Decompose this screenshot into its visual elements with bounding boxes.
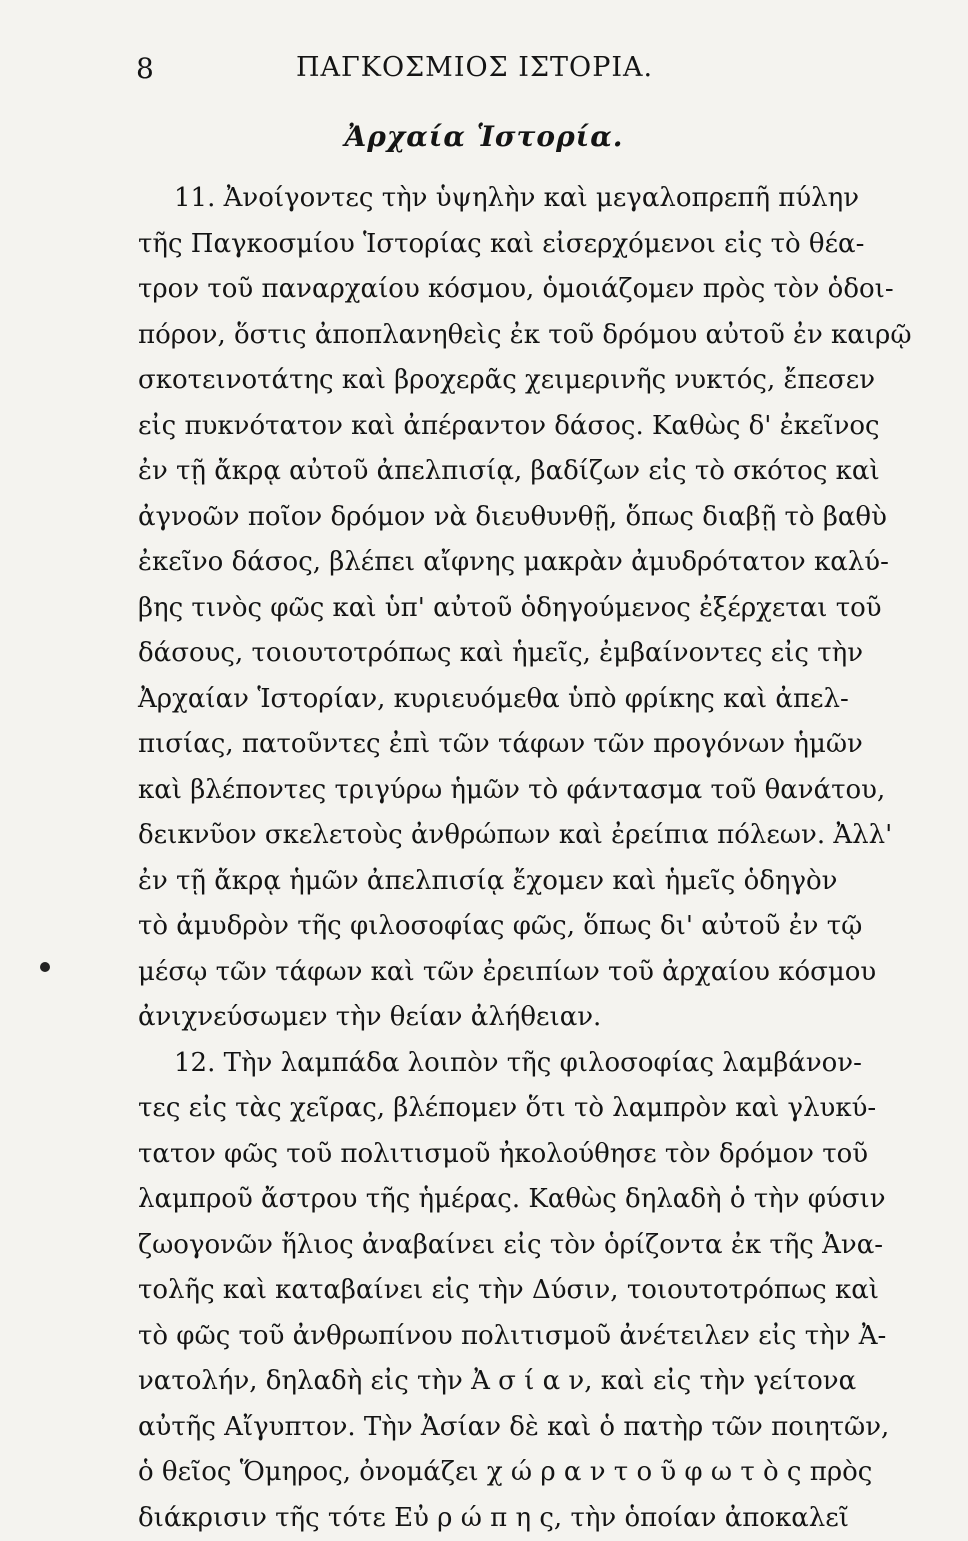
text-line: νατολήν, δηλαδὴ εἰς τὴν Ἀ σ ί α ν, καὶ εἰς τὴν γείτονα: [138, 1359, 824, 1405]
text-line: 11. Ἀνοίγοντες τὴν ὑψηλὴν καὶ μεγαλοπρεπῆ πύλην: [138, 176, 824, 222]
text-line: δεικνῦον σκελετοὺς ἀνθρώπων καὶ ἐρείπια πόλεων. Ἀλλ': [138, 813, 824, 859]
text-line: τες εἰς τὰς χεῖρας, βλέπομεν ὅτι τὸ λαμπρὸν καὶ γλυκύ-: [138, 1086, 824, 1132]
text-line: τατον φῶς τοῦ πολιτισμοῦ ἠκολούθησε τὸν δρόμον τοῦ: [138, 1132, 824, 1178]
text-line: πισίας, πατοῦντες ἐπὶ τῶν τάφων τῶν προγόνων ἡμῶν: [138, 722, 824, 768]
running-title: ΠΑΓΚΟΣΜΙΟΣ ΙΣΤΟΡΙΑ.: [296, 52, 653, 83]
text-line: ἐκεῖνο δάσος, βλέπει αἴφνης μακρὰν ἀμυδρότατον καλύ-: [138, 540, 824, 586]
text-line: βης τινὸς φῶς καὶ ὑπ' αὐτοῦ ὁδηγούμενος ἐξέρχεται τοῦ: [138, 586, 824, 632]
text-line: ἀνιχνεύσωμεν τὴν θείαν ἀλήθειαν.: [138, 995, 824, 1041]
text-line: ἐν τῇ ἄκρᾳ αὐτοῦ ἀπελπισίᾳ, βαδίζων εἰς τὸ σκότος καὶ: [138, 449, 824, 495]
page-header: [136, 52, 836, 92]
section-title: Ἀρχαία Ἱστορία.: [0, 120, 968, 153]
text-line: τῆς Παγκοσμίου Ἱστορίας καὶ εἰσερχόμενοι εἰς τὸ θέα-: [138, 222, 824, 268]
text-line: Ἀρχαίαν Ἱστορίαν, κυριευόμεθα ὑπὸ φρίκης καὶ ἀπελ-: [138, 677, 824, 723]
text-line: λαμπροῦ ἄστρου τῆς ἡμέρας. Καθὼς δηλαδὴ ὁ τὴν φύσιν: [138, 1177, 824, 1223]
text-line: τὸ φῶς τοῦ ἀνθρωπίνου πολιτισμοῦ ἀνέτειλεν εἰς τὴν Ἀ-: [138, 1314, 824, 1360]
text-line: εἰς πυκνότατον καὶ ἀπέραντον δάσος. Καθὼς δ' ἐκεῖνος: [138, 404, 824, 450]
text-line: ἐν τῇ ἄκρᾳ ἡμῶν ἀπελπισίᾳ ἔχομεν καὶ ἡμεῖς ὁδηγὸν: [138, 859, 824, 905]
text-line: διάκρισιν τῆς τότε Εὐ ρ ώ π η ς, τὴν ὁποίαν ἀποκαλεῖ: [138, 1496, 824, 1541]
text-line: ζωογονῶν ἥλιος ἀναβαίνει εἰς τὸν ὁρίζοντα ἐκ τῆς Ἀνα-: [138, 1223, 824, 1269]
text-line: δάσους, τοιουτοτρόπως καὶ ἡμεῖς, ἐμβαίνοντες εἰς τὴν: [138, 631, 824, 677]
margin-dot: [40, 962, 50, 972]
text-body: [138, 176, 824, 1541]
text-line: 12. Τὴν λαμπάδα λοιπὸν τῆς φιλοσοφίας λαμβάνον-: [138, 1041, 824, 1087]
text-line: μέσῳ τῶν τάφων καὶ τῶν ἐρειπίων τοῦ ἀρχαίου κόσμου: [138, 950, 824, 996]
text-line: τολῆς καὶ καταβαίνει εἰς τὴν Δύσιν, τοιουτοτρόπως καὶ: [138, 1268, 824, 1314]
text-line: καὶ βλέποντες τριγύρω ἡμῶν τὸ φάντασμα τοῦ θανάτου,: [138, 768, 824, 814]
text-line: πόρον, ὅστις ἀποπλανηθεὶς ἐκ τοῦ δρόμου αὐτοῦ ἐν καιρῷ: [138, 313, 824, 359]
text-line: τρον τοῦ παναρχαίου κόσμου, ὁμοιάζομεν πρὸς τὸν ὁδοι-: [138, 267, 824, 313]
page-number: 8: [136, 52, 154, 85]
text-line: αὐτῆς Αἴγυπτον. Τὴν Ἀσίαν δὲ καὶ ὁ πατὴρ τῶν ποιητῶν,: [138, 1405, 824, 1451]
text-line: ἀγνοῶν ποῖον δρόμον νὰ διευθυνθῇ, ὅπως διαβῇ τὸ βαθὺ: [138, 495, 824, 541]
text-line: σκοτεινοτάτης καὶ βροχερᾶς χειμερινῆς νυκτός, ἔπεσεν: [138, 358, 824, 404]
text-line: τὸ ἀμυδρὸν τῆς φιλοσοφίας φῶς, ὅπως δι' αὐτοῦ ἐν τῷ: [138, 904, 824, 950]
text-line: ὁ θεῖος Ὅμηρος, ὀνομάζει χ ώ ρ α ν τ ο ῦ φ ω τ ὸ ς πρὸς: [138, 1450, 824, 1496]
